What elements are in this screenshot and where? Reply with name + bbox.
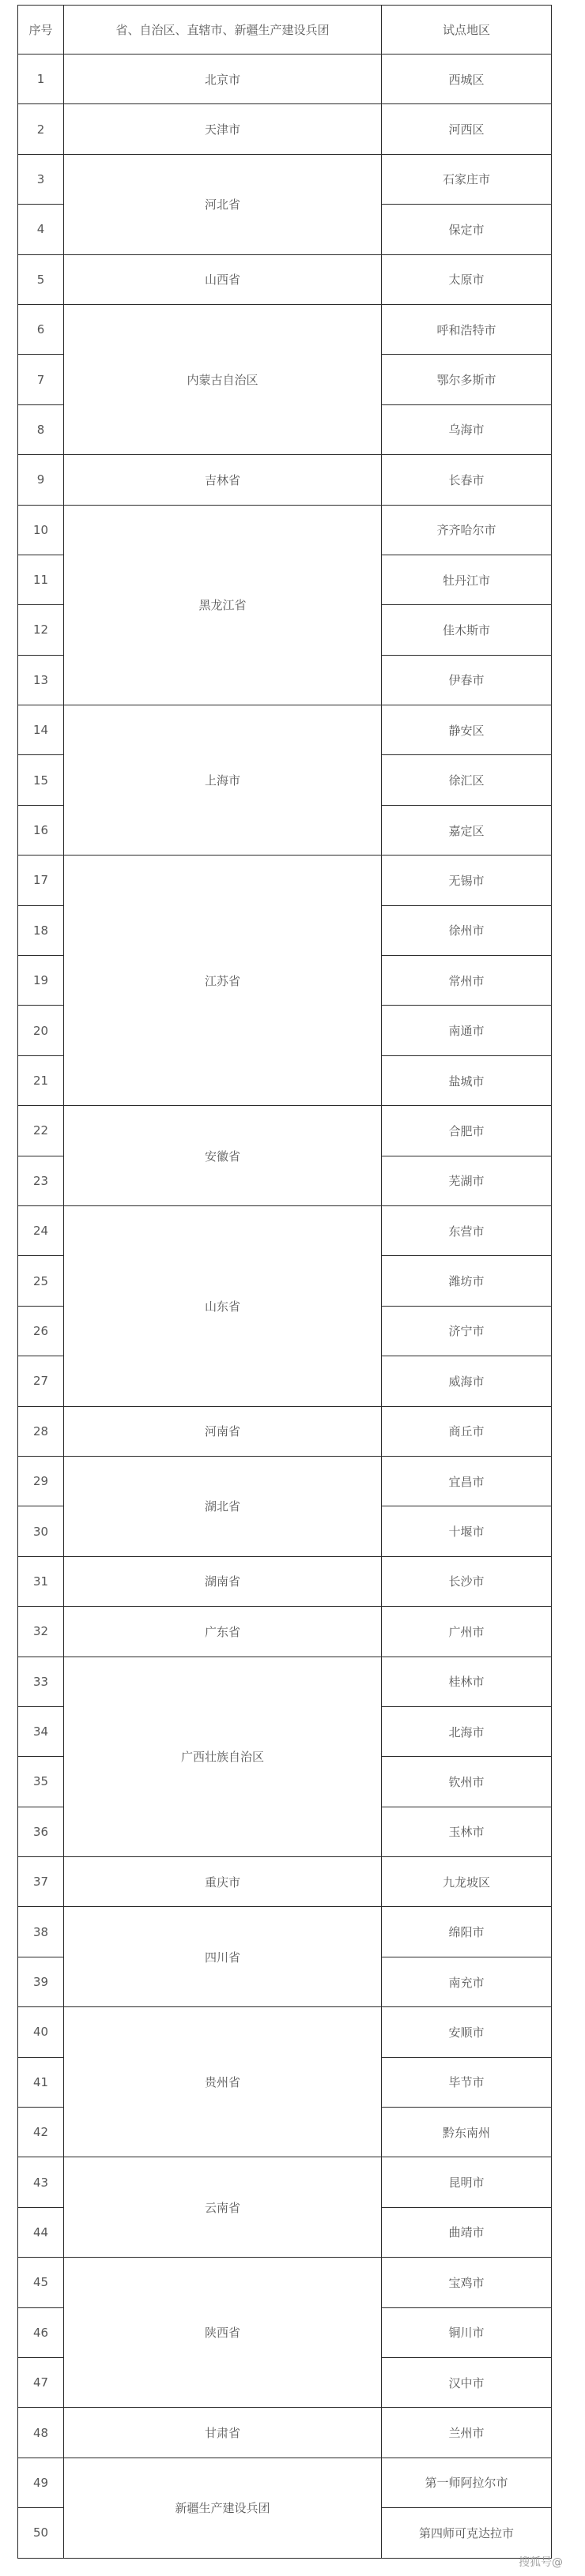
- row-index: 2: [18, 104, 64, 154]
- province-cell: 江苏省: [64, 856, 382, 1106]
- province-cell: 黑龙江省: [64, 505, 382, 705]
- region-cell: 昆明市: [382, 2157, 552, 2207]
- region-cell: 常州市: [382, 956, 552, 1006]
- row-index: 45: [18, 2258, 64, 2307]
- region-cell: 鄂尔多斯市: [382, 355, 552, 404]
- region-cell: 第一师阿拉尔市: [382, 2458, 552, 2507]
- row-index: 49: [18, 2458, 64, 2507]
- row-index: 18: [18, 905, 64, 955]
- row-index: 6: [18, 304, 64, 354]
- region-cell: 商丘市: [382, 1406, 552, 1456]
- pilot-regions-table: [17, 5, 552, 2559]
- region-cell: 盐城市: [382, 1055, 552, 1105]
- province-cell: 天津市: [64, 104, 382, 154]
- row-index: 25: [18, 1256, 64, 1306]
- row-index: 7: [18, 355, 64, 404]
- province-cell: 山西省: [64, 254, 382, 304]
- region-cell: 宜昌市: [382, 1456, 552, 1506]
- row-index: 47: [18, 2357, 64, 2407]
- row-index: 4: [18, 205, 64, 254]
- region-cell: 玉林市: [382, 1807, 552, 1856]
- row-index: 31: [18, 1556, 64, 1606]
- region-cell: 无锡市: [382, 856, 552, 905]
- table-row: [18, 1607, 552, 1657]
- province-cell: 四川省: [64, 1907, 382, 2007]
- header-index: 序号: [18, 6, 64, 55]
- region-cell: 南通市: [382, 1006, 552, 1055]
- row-index: 43: [18, 2157, 64, 2207]
- table-row: [18, 505, 552, 555]
- region-cell: 呼和浩特市: [382, 304, 552, 354]
- row-index: 12: [18, 605, 64, 655]
- region-cell: 安顺市: [382, 2007, 552, 2057]
- row-index: 37: [18, 1857, 64, 1907]
- table-row: [18, 856, 552, 905]
- row-index: 22: [18, 1106, 64, 1156]
- row-index: 29: [18, 1456, 64, 1506]
- row-index: 8: [18, 404, 64, 454]
- province-cell: 广西壮族自治区: [64, 1657, 382, 1857]
- table-row: [18, 1657, 552, 1706]
- region-cell: 威海市: [382, 1356, 552, 1406]
- region-cell: 第四师可克达拉市: [382, 2508, 552, 2558]
- province-cell: 甘肃省: [64, 2408, 382, 2458]
- region-cell: 石家庄市: [382, 154, 552, 204]
- region-cell: 绵阳市: [382, 1907, 552, 1957]
- region-cell: 北海市: [382, 1706, 552, 1756]
- region-cell: 钦州市: [382, 1757, 552, 1807]
- province-cell: 山东省: [64, 1205, 382, 1406]
- row-index: 9: [18, 455, 64, 505]
- region-cell: 河西区: [382, 104, 552, 154]
- region-cell: 保定市: [382, 205, 552, 254]
- header-row: [18, 6, 552, 55]
- table-row: [18, 455, 552, 505]
- province-cell: 北京市: [64, 55, 382, 104]
- row-index: 32: [18, 1607, 64, 1657]
- province-cell: 上海市: [64, 705, 382, 856]
- row-index: 28: [18, 1406, 64, 1456]
- row-index: 40: [18, 2007, 64, 2057]
- table-body: [18, 55, 552, 2559]
- region-cell: 静安区: [382, 705, 552, 755]
- row-index: 42: [18, 2108, 64, 2157]
- row-index: 20: [18, 1006, 64, 1055]
- table-row: [18, 1907, 552, 1957]
- province-cell: 陕西省: [64, 2258, 382, 2408]
- province-cell: 河北省: [64, 154, 382, 254]
- table-row: [18, 104, 552, 154]
- province-cell: 湖南省: [64, 1556, 382, 1606]
- table-row: [18, 1857, 552, 1907]
- region-cell: 佳木斯市: [382, 605, 552, 655]
- region-cell: 西城区: [382, 55, 552, 104]
- region-cell: 黔东南州: [382, 2108, 552, 2157]
- row-index: 19: [18, 956, 64, 1006]
- row-index: 13: [18, 655, 64, 705]
- table-row: [18, 304, 552, 354]
- row-index: 10: [18, 505, 64, 555]
- table-row: [18, 2458, 552, 2507]
- table-row: [18, 55, 552, 104]
- region-cell: 兰州市: [382, 2408, 552, 2458]
- region-cell: 济宁市: [382, 1306, 552, 1356]
- table-row: [18, 1556, 552, 1606]
- row-index: 48: [18, 2408, 64, 2458]
- region-cell: 广州市: [382, 1607, 552, 1657]
- region-cell: 毕节市: [382, 2057, 552, 2107]
- row-index: 5: [18, 254, 64, 304]
- region-cell: 曲靖市: [382, 2207, 552, 2257]
- row-index: 33: [18, 1657, 64, 1706]
- row-index: 34: [18, 1706, 64, 1756]
- row-index: 3: [18, 154, 64, 204]
- region-cell: 伊春市: [382, 655, 552, 705]
- row-index: 50: [18, 2508, 64, 2558]
- region-cell: 十堰市: [382, 1506, 552, 1556]
- table-row: [18, 1205, 552, 1255]
- table-row: [18, 1106, 552, 1156]
- table-row: [18, 705, 552, 755]
- province-cell: 贵州省: [64, 2007, 382, 2157]
- province-cell: 广东省: [64, 1607, 382, 1657]
- row-index: 14: [18, 705, 64, 755]
- region-cell: 牡丹江市: [382, 555, 552, 604]
- header-province: 省、自治区、直辖市、新疆生产建设兵团: [64, 6, 382, 55]
- row-index: 26: [18, 1306, 64, 1356]
- region-cell: 南充市: [382, 1957, 552, 2006]
- region-cell: 九龙坡区: [382, 1857, 552, 1907]
- table-row: [18, 2258, 552, 2307]
- region-cell: 徐州市: [382, 905, 552, 955]
- region-cell: 铜川市: [382, 2307, 552, 2357]
- row-index: 24: [18, 1205, 64, 1255]
- province-cell: 重庆市: [64, 1857, 382, 1907]
- region-cell: 东营市: [382, 1205, 552, 1255]
- row-index: 39: [18, 1957, 64, 2006]
- region-cell: 汉中市: [382, 2357, 552, 2407]
- region-cell: 长春市: [382, 455, 552, 505]
- region-cell: 芜湖市: [382, 1156, 552, 1205]
- table-row: [18, 2157, 552, 2207]
- header-region: 试点地区: [382, 6, 552, 55]
- province-cell: 云南省: [64, 2157, 382, 2258]
- province-cell: 内蒙古自治区: [64, 304, 382, 454]
- row-index: 1: [18, 55, 64, 104]
- row-index: 15: [18, 755, 64, 805]
- table-row: [18, 1456, 552, 1506]
- province-cell: 安徽省: [64, 1106, 382, 1206]
- watermark: 搜狐号@: [519, 2556, 563, 2569]
- region-cell: 太原市: [382, 254, 552, 304]
- region-cell: 徐汇区: [382, 755, 552, 805]
- row-index: 41: [18, 2057, 64, 2107]
- table-row: [18, 2408, 552, 2458]
- row-index: 17: [18, 856, 64, 905]
- region-cell: 宝鸡市: [382, 2258, 552, 2307]
- region-cell: 嘉定区: [382, 805, 552, 855]
- table-row: [18, 254, 552, 304]
- region-cell: 长沙市: [382, 1556, 552, 1606]
- row-index: 23: [18, 1156, 64, 1205]
- row-index: 27: [18, 1356, 64, 1406]
- region-cell: 乌海市: [382, 404, 552, 454]
- row-index: 46: [18, 2307, 64, 2357]
- region-cell: 潍坊市: [382, 1256, 552, 1306]
- row-index: 16: [18, 805, 64, 855]
- region-cell: 齐齐哈尔市: [382, 505, 552, 555]
- row-index: 21: [18, 1055, 64, 1105]
- row-index: 30: [18, 1506, 64, 1556]
- table-row: [18, 154, 552, 204]
- table-row: [18, 1406, 552, 1456]
- table-row: [18, 2007, 552, 2057]
- province-cell: 新疆生产建设兵团: [64, 2458, 382, 2558]
- row-index: 38: [18, 1907, 64, 1957]
- row-index: 35: [18, 1757, 64, 1807]
- row-index: 44: [18, 2207, 64, 2257]
- province-cell: 湖北省: [64, 1456, 382, 1556]
- row-index: 36: [18, 1807, 64, 1856]
- row-index: 11: [18, 555, 64, 604]
- province-cell: 河南省: [64, 1406, 382, 1456]
- region-cell: 桂林市: [382, 1657, 552, 1706]
- region-cell: 合肥市: [382, 1106, 552, 1156]
- province-cell: 吉林省: [64, 455, 382, 505]
